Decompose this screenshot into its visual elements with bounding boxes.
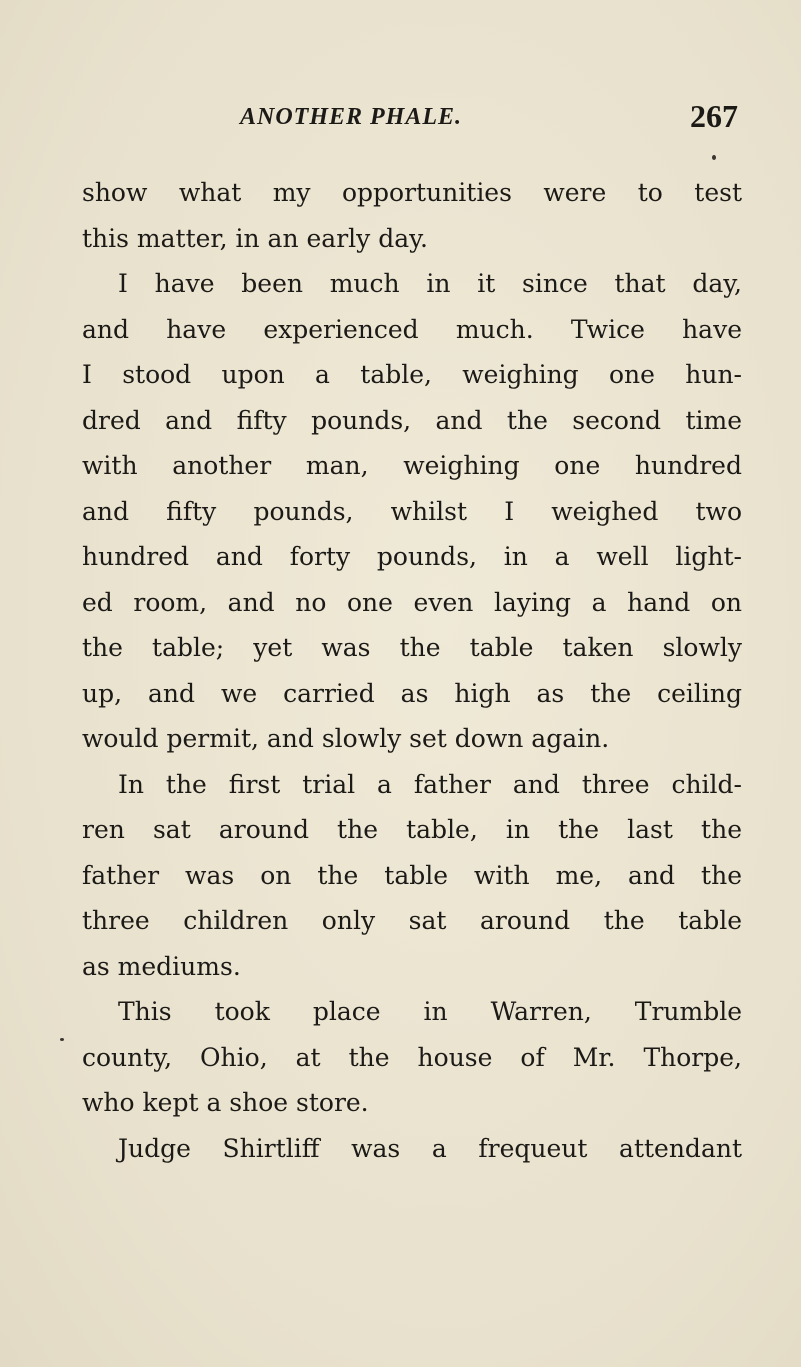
text-line: Judge Shirtliff was a frequeut attendant <box>118 1133 742 1163</box>
text-line: dred and fifty pounds, and the second time <box>82 405 742 435</box>
text-line: and have experienced much. Twice have <box>82 314 742 344</box>
text-line: up, and we carried as high as the ceiling <box>82 678 742 708</box>
text-line: as mediums. <box>82 951 241 981</box>
text-line: I stood upon a table, weighing one hun- <box>82 360 742 389</box>
body-text <box>82 170 742 1171</box>
text-line: In the first trial a father and three child- <box>118 769 742 799</box>
text-line: show what my opportunities were to test <box>82 178 742 207</box>
text-line: I have been much in it since that day, <box>118 269 742 298</box>
running-head: ANOTHER PHALE. <box>240 104 463 130</box>
text-line: ren sat around the table, in the last the <box>82 815 742 844</box>
text-line: with another man, weighing one hundred <box>82 451 742 480</box>
text-line: hundred and forty pounds, in a well light- <box>82 542 742 571</box>
page-header <box>240 98 740 144</box>
text-line: the table; yet was the table taken slowly <box>82 633 742 662</box>
text-line: three children only sat around the table <box>82 906 742 935</box>
ink-speck <box>712 155 716 160</box>
text-line: this matter, in an early day. <box>82 223 428 253</box>
text-line: father was on the table with me, and the <box>82 860 742 890</box>
text-line: who kept a shoe store. <box>82 1088 369 1117</box>
text-line: ed room, and no one even laying a hand on <box>82 587 742 617</box>
text-line: county, Ohio, at the house of Mr. Thorpe, <box>82 1042 742 1072</box>
text-line: This took place in Warren, Trumble <box>118 997 742 1026</box>
ink-speck <box>60 1038 64 1041</box>
text-line: would permit, and slowly set down again. <box>82 724 610 753</box>
page-number: 267 <box>690 98 738 134</box>
text-line: and fifty pounds, whilst I weighed two <box>82 496 742 526</box>
